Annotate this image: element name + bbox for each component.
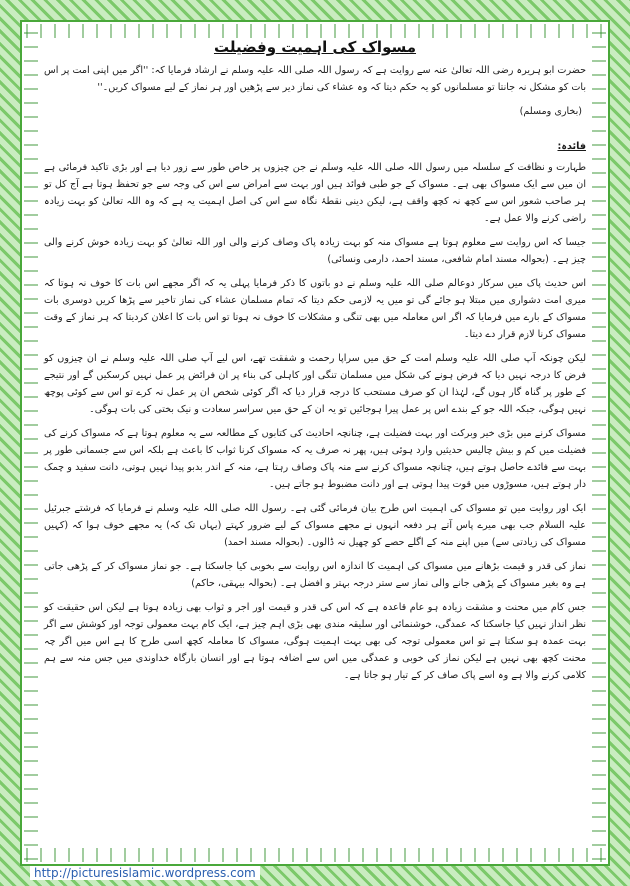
paragraph: لیکن چونکہ آپ صلی اللہ علیہ وسلم امت کے حق میں سراپا رحمت و شفقت تھے، اس لیے آپ صلی اللہ علیہ وسلم نے ان چیزوں کو فرض کا درجہ نہیں دیا کہ فرض ہونے کی شکل میں مسلمان تنگی اور کاہلی کی بناء پر ان فرائض پر عمل نہیں کرسکیں گے اور نتیجے کے طور پر گناہ گار ہوں گے، لہٰذا ان کو صرف مستحب کا درجہ قرار دیا کہ اگر کوئی شخص ان پر عمل نہ کرے تو اس سے کوئی پوچھ نہیں ہوگی، جبکہ اللہ جو کے بندے اس پر عمل پیرا ہوجائیں تو یہ ان کے حق میں سراسر سعادت و نیک بختی کی بات ہوگی۔ <box>44 353 586 415</box>
paragraph: جس کام میں محنت و مشقت زیادہ ہو عام قاعدہ ہے کہ اس کی قدر و قیمت اور اجر و ثواب بھی زیادہ ہوتا ہے لیکن اس حقیقت کو نظر انداز نہیں کیا جاسکتا کہ عمدگی، خوشنمائی اور سلیقہ مندی بھی بڑی اہم چیز ہے، ایک کام بہت معمولی توجہ اور کوشش سے اگر بہت عمدہ ہو سکتا ہے تو اس معمولی توجہ کی بھی بہت اہمیت ہوگی، مسواک کا معاملہ کچھ اسی طرح کا ہے اس میں اگر چہ محنت کچھ بھی نہیں ہے لیکن نماز کی خوبی و عمدگی میں اس سے اضافہ ہوتا ہے اور انسان بارگاہ خداوندی میں جس منہ سے ہم کلامی کرنے والا ہے وہ اسے پاک صاف کر کے تیار ہو جاتا ہے۔ <box>44 602 586 681</box>
paragraph: اس حدیث پاک میں سرکار دوعالم صلی اللہ علیہ وسلم نے دو باتوں کا ذکر فرمایا پہلی یہ کہ اگر مجھے اس بات کا خوف نہ ہوتا کہ میری امت دشواری میں مبتلا ہو جائے گی تو میں یہ لازمی حکم دیتا کہ تمام مسلمان عشاء کی نماز تاخیر سے پڑھا کریں دوسری بات مسواک کے بارے میں فرمایا کہ اگر اس معاملہ میں بھی تنگی و مشکلات کا خوف نہ ہوتا تو اس بات کا اعلان کردیتا کہ ہر نماز کے وقت مسواک کرنا لازم قرار دے دیتا۔ <box>44 278 586 340</box>
paragraph: مسواک کرنے میں بڑی خیر وبرکت اور بہت فضیلت ہے، چنانچہ احادیث کی کتابوں کے مطالعہ سے یہ معلوم ہوتا ہے کہ مسواک کرنے کی فضیلت میں کم و بیش چالیس حدیثیں وارد ہوئی ہیں، پھر نہ صرف یہ کہ مسواک کرنا ثواب کا باعث ہے بلکہ اس سے جسمانی طور پر بہت سے فائدے حاصل ہوتے ہیں، چنانچہ مسواک کرنے سے منہ پاک وصاف رہتا ہے، منہ کے اندر بدبو پیدا نہیں ہوتی، دانت سفید و چمک دار ہوتے ہیں، مسوڑوں میں قوت پیدا ہوتی ہے اور دانت مضبوط ہو جاتے ہیں۔ <box>44 428 586 490</box>
document-body <box>44 38 586 848</box>
faida-heading: فائدہ: <box>557 141 586 152</box>
paragraph: نماز کی قدر و قیمت بڑھانے میں مسواک کی اہمیت کا اندازہ اس روایت سے بخوبی کیا جاسکتا ہے۔ جو نماز مسواک کر کے پڑھی جاتی ہے وہ بغیر مسواک کے پڑھی جانے والی نماز سے ستر درجہ بہتر و افضل ہے۔ (بحوالہ بیہقی، حاکم) <box>44 561 586 589</box>
intro-hadith: حضرت ابو ہریرہ رضی اللہ تعالیٰ عنہ سے روایت ہے کہ رسول اللہ صلی اللہ علیہ وسلم نے ارشاد فرمایا کہ: ''اگر میں اپنی امت پر اس بات کو مشکل نہ جانتا تو مسلمانوں کو یہ حکم دیتا کہ وہ عشاء کی نماز دیر سے پڑھیں اور ہر نماز کے لیے مسواک کریں۔'' <box>44 65 586 93</box>
paragraph: طہارت و نظافت کے سلسلہ میں رسول اللہ صلی اللہ علیہ وسلم نے جن چیزوں پر خاص طور سے زور دیا ہے اور بڑی تاکید فرمائی ہے ان میں سے ایک مسواک بھی ہے۔ مسواک کے جو طبی فوائد ہیں اور بہت سے امراض سے اس کی وجہ سے جو تحفظ ہوتا ہے آج کل تو ہر صاحب شعور اس سے کچھ نہ کچھ واقف ہے، لیکن دینی نقطۂ نگاہ سے اس کی اصل اہمیت یہ ہے کہ وہ اللہ تعالیٰ کو بہت زیادہ راضی کرنے والا عمل ہے۔ <box>44 162 586 224</box>
paragraph: جیسا کہ اس روایت سے معلوم ہوتا ہے مسواک منہ کو بہت زیادہ پاک وصاف کرنے والی اور اللہ تعالیٰ کو بہت زیادہ خوش کرنے والی چیز ہے۔ (بحوالہ مسند امام شافعی، مسند احمد، دارمی ونسائی) <box>44 237 586 265</box>
vine-ornament-left <box>24 26 38 860</box>
vine-ornament-top <box>26 24 604 38</box>
vine-ornament-right <box>592 26 606 860</box>
paragraph: ایک اور روایت میں تو مسواک کی اہمیت اس طرح بیان فرمائی گئی ہے۔ رسول اللہ صلی اللہ علیہ وسلم نے فرمایا کہ فرشتے جبرئیل علیہ السلام جب بھی میرے پاس آتے ہر دفعہ انہوں نے مجھے مسواک کے لیے ضرور کہتے (یہاں تک کہ) یہ مجھے خوف ہوا کہ (کہیں مسواک کی زیادتی سے) میں اپنے منہ کے اگلے حصے کو چھیل نہ ڈالوں۔ (بحوالہ مسند احمد) <box>44 503 586 548</box>
vine-ornament-bottom <box>26 848 604 862</box>
footer-url[interactable]: http://picturesislamic.wordpress.com <box>30 866 260 880</box>
page-title: مسواک کی اہمیت وفضیلت <box>213 38 417 56</box>
intro-citation: (بخاری ومسلم) <box>519 106 582 117</box>
